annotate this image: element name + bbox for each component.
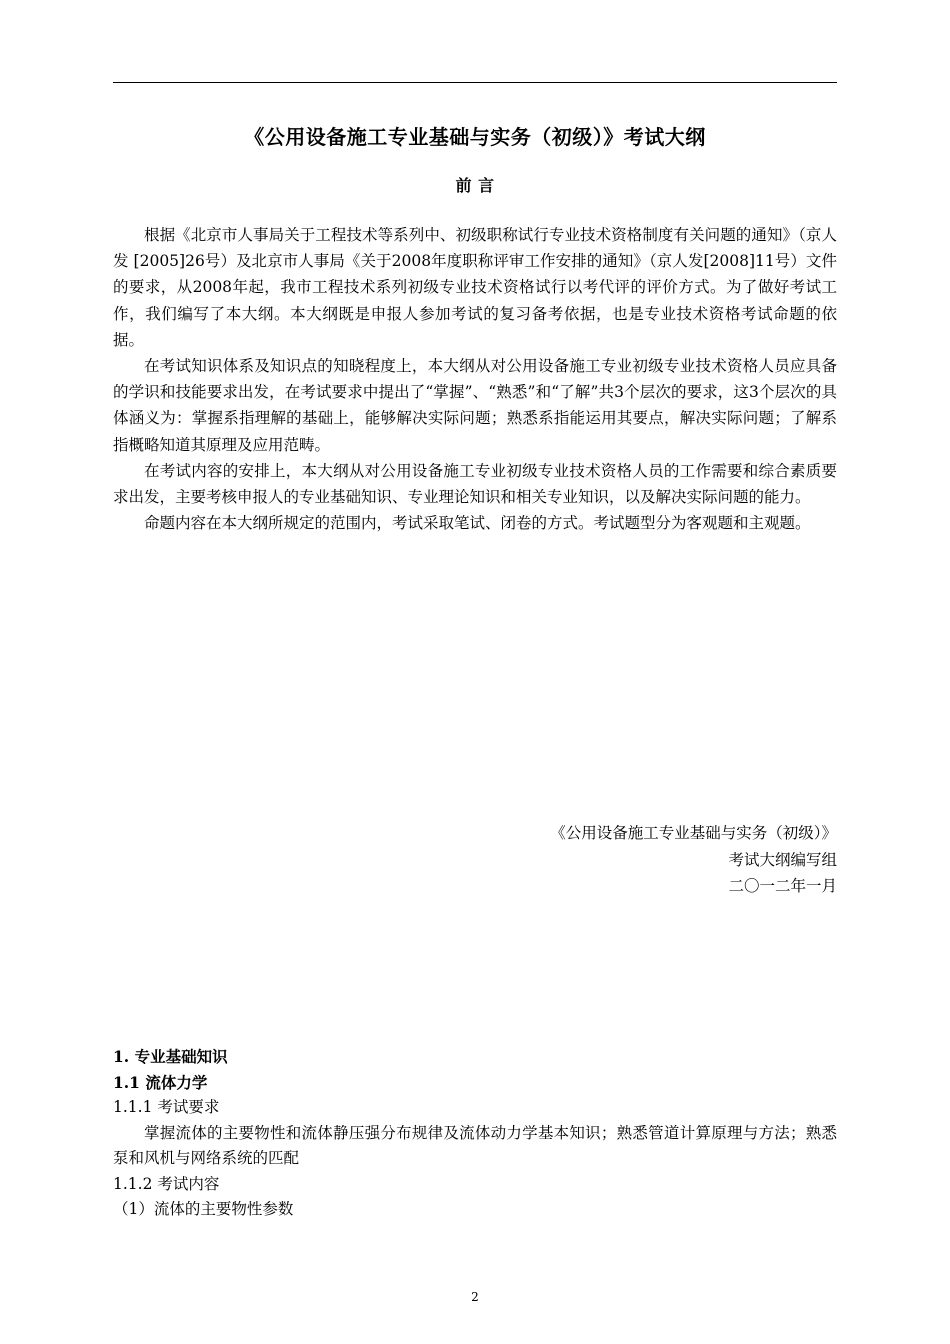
page-number: 2 (471, 1290, 479, 1304)
signature-group: 考试大纲编写组 (728, 850, 837, 869)
preface-paragraph-3: 在考试内容的安排上，本大纲从对公用设备施工专业初级专业技术资格人员的工作需要和综合素质要求出发，主要考核申报人的专业基础知识、专业理论知识和相关专业知识，以及解决实际问题的能力。 (113, 461, 837, 507)
document-title: 《公用设备施工专业基础与实务（初级）》考试大纲 (244, 125, 706, 149)
requirements-paragraph: 掌握流体的主要物性和流体静压强分布规律及流体动力学基本知识；熟悉管道计算原理与方法；熟悉泵和风机与网络系统的匹配 (113, 1123, 837, 1167)
preface-paragraph-2: 在考试知识体系及知识点的知晓程度上，本大纲从对公用设备施工专业初级专业技术资格人员应具备的学识和技能要求出发，在考试要求中提出了“掌握”、“熟悉”和“了解”共3个层次的要求，这3个层次的具体涵义为：掌握系指理解的基础上，能够解决实际问题；熟悉系指能运用其要点，解决实际问题；了解系指概略知道其原理及应用范畴。 (113, 357, 837, 454)
content-item-1: （1）流体的主要物性参数 (113, 1200, 294, 1218)
preface-heading: 前 言 (455, 176, 495, 195)
signature-title: 《公用设备施工专业基础与实务（初级）》 (550, 824, 837, 842)
signature-date: 二〇一二年一月 (728, 877, 837, 895)
section-1 (113, 1044, 837, 1223)
section-heading-1: 1. 专业基础知识 (113, 1047, 228, 1066)
section-heading-1-1: 1.1 流体力学 (113, 1072, 208, 1092)
preface-paragraph-1: 根据《北京市人事局关于工程技术等系列中、初级职称试行专业技术资格制度有关问题的通知》（京人发 [2005]26号）及北京市人事局《关于2008年度职称评审工作安排的通知》（京人发[2008]11号）文件的要求，从2008年起，我市工程技术系列初级专业技术资格试行以考代评的评价方式。为了做好考试工作，我们编写了本大纲。本大纲既是申报人参加考试的复习备考依据，也是专业技术资格考试命题的依据。 (113, 226, 837, 349)
header-rule (113, 82, 837, 83)
preface-paragraph-4: 命题内容在本大纲所规定的范围内，考试采取笔试、闭卷的方式。考试题型分为客观题和主观题。 (144, 514, 811, 533)
section-heading-1-1-2: 1.1.2 考试内容 (113, 1174, 220, 1193)
signature-block (113, 820, 837, 900)
section-heading-1-1-1: 1.1.1 考试要求 (113, 1098, 220, 1116)
preface-body (113, 222, 837, 536)
